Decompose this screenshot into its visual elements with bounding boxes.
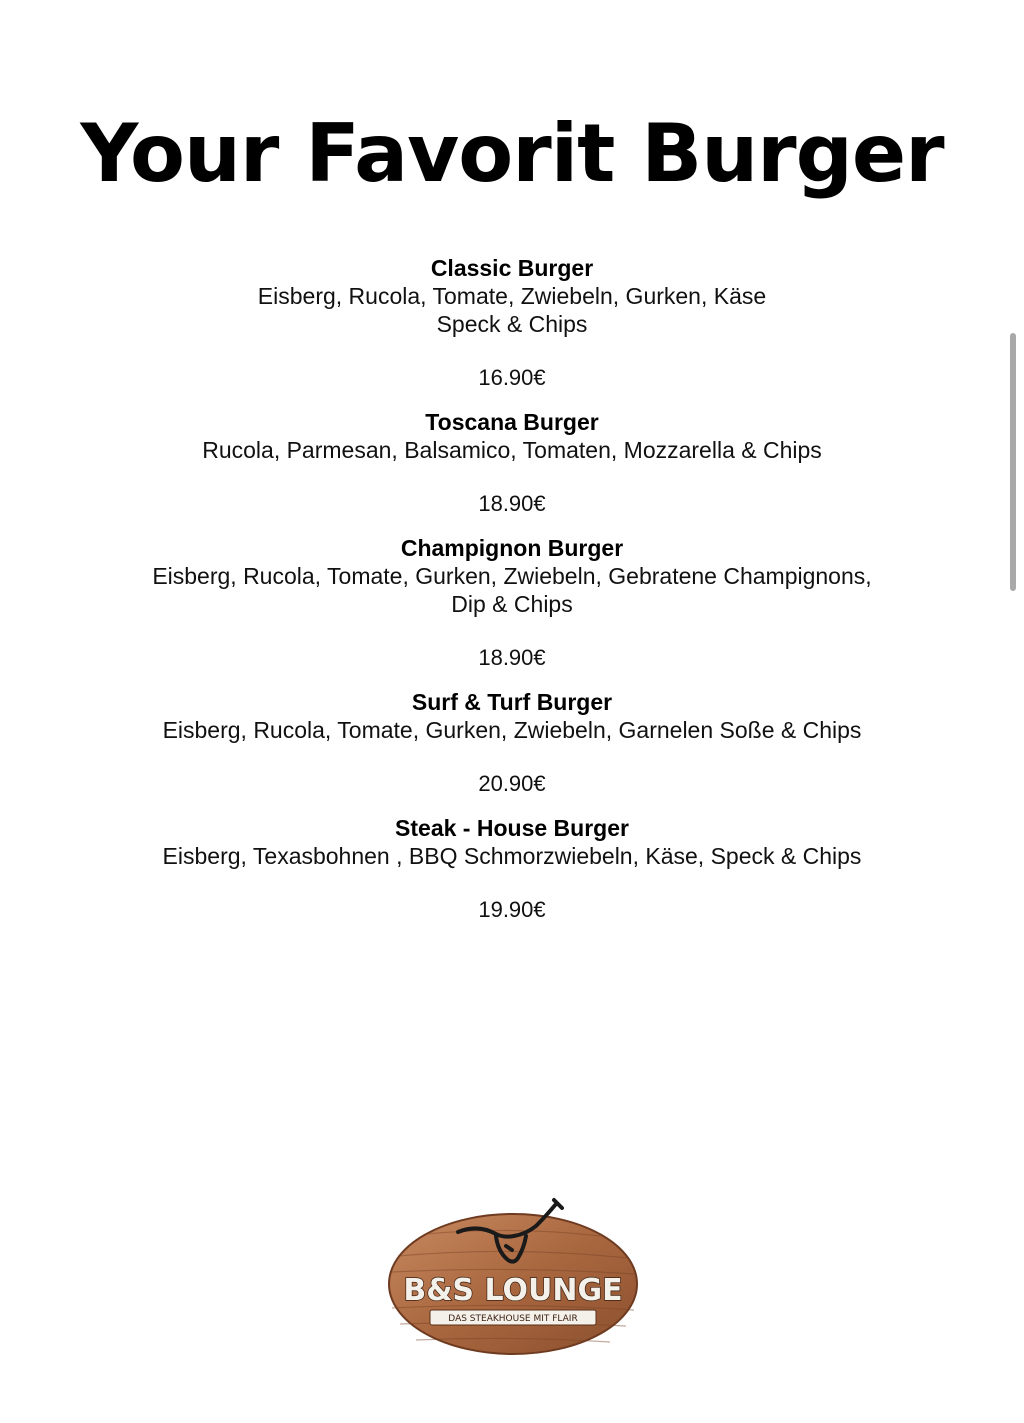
menu-item-champignon: [0, 534, 1024, 672]
item-price: 18.90€: [478, 645, 546, 670]
item-price: 16.90€: [478, 365, 546, 390]
item-description: Eisberg, Rucola, Tomate, Gurken, Zwiebeln, Gebratene Champignons,: [152, 563, 872, 589]
logo-tagline: DAS STEAKHOUSE MIT FLAIR: [448, 1314, 578, 1324]
logo-graphic: [386, 1196, 640, 1360]
item-price: 19.90€: [478, 897, 546, 922]
brand-logo: [386, 1196, 640, 1360]
item-description: Eisberg, Rucola, Tomate, Gurken, Zwiebeln, Garnelen Soße & Chips: [162, 717, 862, 743]
item-description: Rucola, Parmesan, Balsamico, Tomaten, Mozzarella & Chips: [202, 437, 822, 463]
menu-item-surf-turf: [0, 688, 1024, 798]
item-name: Champignon Burger: [400, 535, 624, 561]
item-price: 20.90€: [478, 771, 546, 796]
item-description: Eisberg, Texasbohnen , BBQ Schmorzwiebeln, Käse, Speck & Chips: [162, 843, 862, 869]
item-price: 18.90€: [478, 491, 546, 516]
logo-brand-name: B&S LOUNGE: [403, 1273, 623, 1308]
scrollbar-thumb[interactable]: [1010, 333, 1016, 591]
menu-item-steak-house: [0, 814, 1024, 924]
item-description: Speck & Chips: [436, 311, 588, 337]
menu-item-toscana: [0, 408, 1024, 518]
item-description: Dip & Chips: [451, 591, 573, 617]
page-title: Your Favorit Burger: [80, 107, 944, 200]
menu-list: [0, 254, 1024, 940]
item-name: Surf & Turf Burger: [411, 689, 613, 715]
menu-item-classic: [0, 254, 1024, 392]
item-name: Classic Burger: [430, 255, 594, 281]
item-name: Toscana Burger: [425, 409, 599, 435]
item-name: Steak - House Burger: [395, 815, 629, 841]
item-description: Eisberg, Rucola, Tomate, Zwiebeln, Gurken, Käse: [257, 283, 767, 309]
